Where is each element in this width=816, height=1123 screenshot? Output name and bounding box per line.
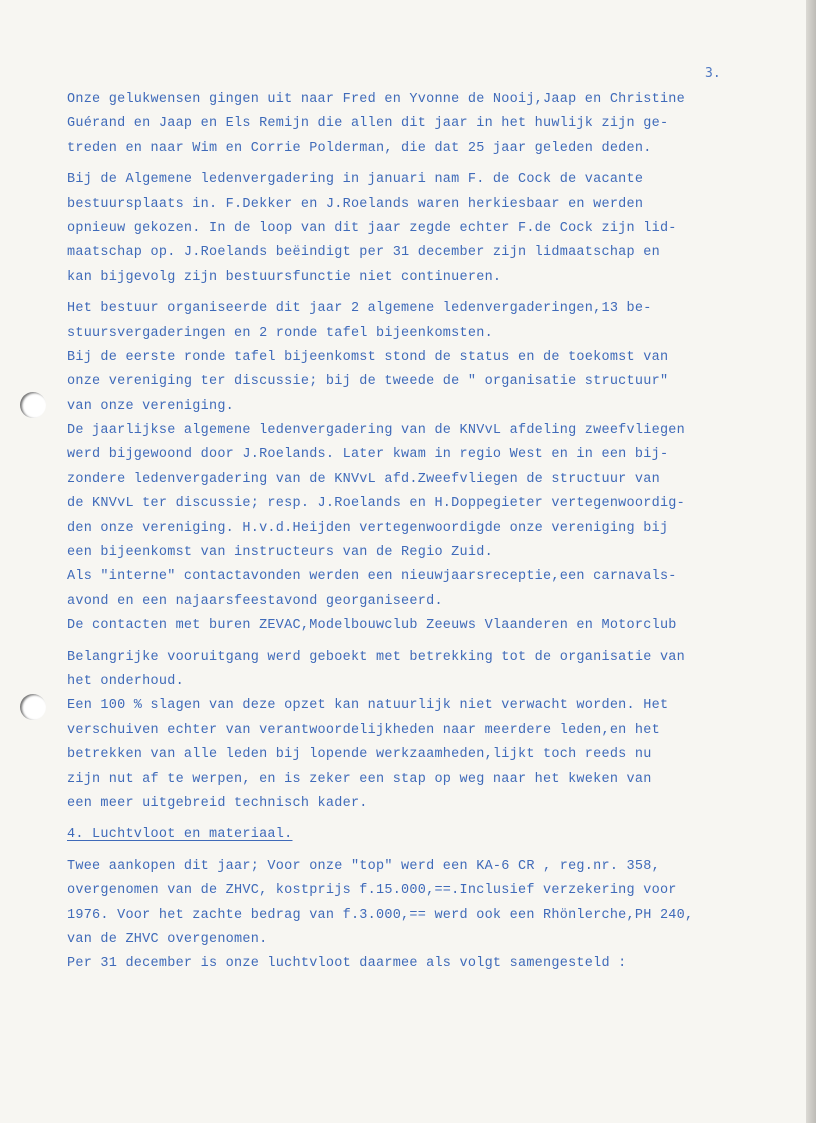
text-line: Het bestuur organiseerde dit jaar 2 algemene ledenvergaderingen,13 be- bbox=[67, 301, 652, 317]
typed-text-body bbox=[67, 88, 707, 977]
paragraph-maintenance bbox=[67, 646, 707, 817]
text-line: 1976. Voor het zachte bedrag van f.3.000,== werd ook een Rhönlerche,PH 240, bbox=[67, 907, 694, 923]
text-line: Onze gelukwensen gingen uit naar Fred en Yvonne de Nooij,Jaap en Christine bbox=[67, 92, 685, 107]
section-heading: 4. Luchtvloot en materiaal. bbox=[67, 827, 293, 843]
paragraph-fleet bbox=[67, 855, 707, 977]
text-line: De jaarlijkse algemene ledenvergadering van de KNVvL afdeling zweefvliegen bbox=[67, 423, 685, 439]
text-line: bestuursplaats in. F.Dekker en J.Roelands waren herkiesbaar en werden bbox=[67, 196, 644, 212]
text-line: den onze vereniging. H.v.d.Heijden vertegenwoordigde onze vereniging bij bbox=[67, 520, 669, 536]
text-line: zondere ledenvergadering van de KNVvL afd.Zweefvliegen de structuur van bbox=[67, 471, 660, 487]
text-line: Bij de Algemene ledenvergadering in januari nam F. de Cock de vacante bbox=[67, 172, 644, 188]
paragraph-board bbox=[67, 168, 707, 290]
text-line: kan bijgevolg zijn bestuursfunctie niet continueren. bbox=[67, 269, 502, 285]
text-line: een bijeenkomst van instructeurs van de Regio Zuid. bbox=[67, 545, 493, 561]
text-line: van de ZHVC overgenomen. bbox=[67, 931, 268, 947]
text-line: betrekken van alle leden bij lopende werkzaamheden,lijkt toch reeds nu bbox=[67, 747, 652, 763]
text-line: maatschap op. J.Roelands beëindigt per 31 december zijn lidmaatschap en bbox=[67, 245, 660, 261]
text-line: de KNVvL ter discussie; resp. J.Roelands en H.Doppegieter vertegenwoordig- bbox=[67, 496, 685, 512]
text-line: De contacten met buren ZEVAC,Modelbouwclub Zeeuws Vlaanderen en Motorclub bbox=[67, 618, 677, 634]
page-edge bbox=[806, 0, 816, 1123]
text-line: Guérand en Jaap en Els Remijn die allen dit jaar in het huwlijk zijn ge- bbox=[67, 116, 669, 132]
text-line: zijn nut af te werpen, en is zeker een stap op weg naar het kweken van bbox=[67, 771, 652, 787]
text-line: Twee aankopen dit jaar; Voor onze "top" werd een KA-6 CR , reg.nr. 358, bbox=[67, 858, 660, 874]
paragraph-congratulations bbox=[67, 88, 707, 161]
text-line: van onze vereniging. bbox=[67, 398, 235, 414]
text-line: Belangrijke vooruitgang werd geboekt met betrekking tot de organisatie van bbox=[67, 649, 685, 665]
text-line: werd bijgewoond door J.Roelands. Later kwam in regio West en in een bij- bbox=[67, 447, 669, 463]
text-line: overgenomen van de ZHVC, kostprijs f.15.000,==.Inclusief verzekering voor bbox=[67, 883, 677, 899]
punch-hole bbox=[20, 694, 46, 720]
text-line: Bij de eerste ronde tafel bijeenkomst stond de status en de toekomst van bbox=[67, 349, 669, 365]
text-line: opnieuw gekozen. In de loop van dit jaar zegde echter F.de Cock zijn lid- bbox=[67, 220, 677, 236]
text-line: een meer uitgebreid technisch kader. bbox=[67, 795, 368, 811]
text-line: het onderhoud. bbox=[67, 673, 184, 689]
text-line: verschuiven echter van verantwoordelijkheden naar meerdere leden,en het bbox=[67, 722, 660, 738]
text-line: Een 100 % slagen van deze opzet kan natuurlijk niet verwacht worden. Het bbox=[67, 698, 669, 714]
text-line: treden en naar Wim en Corrie Polderman, die dat 25 jaar geleden deden. bbox=[67, 140, 652, 156]
text-line: Per 31 december is onze luchtvloot daarmee als volgt samengesteld : bbox=[67, 956, 627, 972]
text-line: onze vereniging ter discussie; bij de tweede de " organisatie structuur" bbox=[67, 374, 669, 390]
text-line: Als "interne" contactavonden werden een nieuwjaarsreceptie,een carnavals- bbox=[67, 569, 677, 585]
text-line: avond en een najaarsfeestavond georganiseerd. bbox=[67, 593, 443, 609]
text-line: stuursvergaderingen en 2 ronde tafel bijeenkomsten. bbox=[67, 325, 493, 341]
page-number: 3. bbox=[705, 66, 721, 81]
punch-hole bbox=[20, 392, 46, 418]
paragraph-meetings bbox=[67, 297, 707, 638]
